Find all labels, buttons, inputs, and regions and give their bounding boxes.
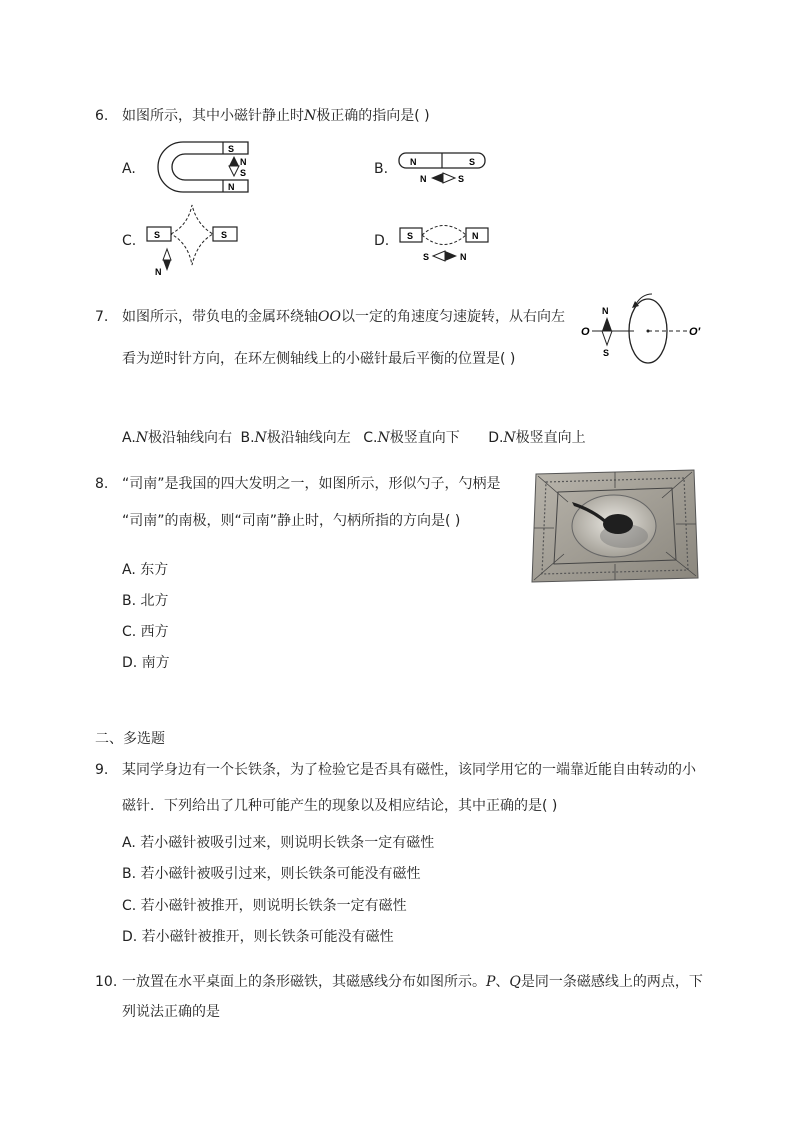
q6-option-d-figure: [396, 218, 496, 264]
sinan-compass-photo: [528, 466, 700, 586]
q6-option-b-label: B.: [374, 161, 389, 177]
q10-var-q: Q: [509, 974, 521, 990]
bar-pole-right: S: [469, 157, 476, 167]
magnet-left-pole: S: [407, 231, 414, 241]
q10-line1-pre: 一放置在水平桌面上的条形磁铁，其磁感线分布如图所示。: [122, 974, 486, 990]
needle-n-letter: N: [602, 306, 609, 316]
magnet-right-pole: S: [221, 230, 228, 240]
q9-number: 9.: [95, 762, 109, 778]
q7-figure: [576, 290, 711, 370]
q6-option-c-label: C.: [122, 233, 137, 249]
q7-line1-pre: 如图所示，带负电的金属环绕轴: [122, 309, 318, 325]
q7-option-d: D.N极竖直向上: [488, 430, 586, 446]
q10-number: 10.: [95, 974, 118, 990]
q7-line1-post: 以一定的角速度匀速旋转，从右向左: [340, 309, 565, 325]
needle-left-letter: N: [420, 174, 427, 184]
q9-option-a: A. 若小磁针被吸引过来，则说明长铁条一定有磁性: [122, 835, 435, 851]
needle-left-letter: S: [423, 252, 430, 262]
q10-var-p: P: [486, 974, 496, 990]
q6-option-a-figure: [145, 138, 255, 196]
q7-axis-var: OO: [318, 309, 341, 325]
axis-o-label: O: [581, 326, 590, 338]
magnet-left-pole: S: [154, 230, 161, 240]
compass-needle-b: [431, 173, 443, 183]
q6-stem-var: N: [304, 108, 317, 124]
q6-stem-pre: 如图所示，其中小磁针静止时: [122, 108, 304, 124]
q7-line2: 看为逆时针方向，在环左侧轴线上的小磁针最后平衡的位置是( ): [122, 351, 516, 367]
needle-right-letter: N: [460, 252, 467, 262]
q10-line1: [122, 972, 703, 992]
q7-option-a: A.N极沿轴线向右: [122, 430, 233, 446]
q10-line2: 列说法正确的是: [122, 1004, 220, 1020]
compass-needle-d: [433, 251, 445, 261]
q8-option-d: D. 南方: [122, 655, 170, 671]
q6-option-b-figure: [395, 150, 495, 186]
q10-sep: 、: [495, 974, 510, 990]
q6-option-a-label: A.: [122, 161, 136, 177]
needle-right-letter: S: [458, 174, 465, 184]
q8-option-a: A. 东方: [122, 562, 169, 578]
magnet-pole-bottom: N: [228, 182, 235, 192]
q8-option-b: B. 北方: [122, 593, 169, 609]
compass-needle-q7: [602, 317, 612, 331]
q7-line1: [122, 307, 565, 327]
q6-option-d-label: D.: [374, 233, 390, 249]
q6-option-c-figure: [143, 203, 243, 278]
q9-option-c: C. 若小磁针被推开，则说明长铁条一定有磁性: [122, 898, 407, 914]
q6-stem: [122, 106, 430, 126]
q8-number: 8.: [95, 476, 109, 492]
axis-o-prime-label: O′: [689, 326, 701, 338]
magnet-pole-top: S: [228, 144, 235, 154]
needle-s-letter: S: [603, 348, 610, 358]
bar-pole-left: N: [410, 157, 417, 167]
q7-options: [122, 428, 586, 448]
field-lines: [422, 226, 466, 245]
q9-option-b: B. 若小磁针被吸引过来，则长铁条可能没有磁性: [122, 866, 421, 882]
field-lines: [171, 205, 213, 265]
q7-option-b: B.N极沿轴线向左: [240, 430, 351, 446]
q7-option-c: C.N极竖直向下: [363, 430, 460, 446]
magnet-right-pole: N: [472, 231, 479, 241]
compass-needle-c: [163, 249, 171, 260]
needle-top-letter: N: [240, 157, 247, 167]
q9-line2: 磁针．下列给出了几种可能产生的现象以及相应结论，其中正确的是( ): [122, 798, 558, 814]
q7-number: 7.: [95, 309, 109, 325]
q6-number: 6.: [95, 108, 109, 124]
q9-line1: 某同学身边有一个长铁条，为了检验它是否具有磁性，该同学用它的一端靠近能自由转动的小: [122, 762, 696, 778]
needle-letter: N: [155, 267, 162, 277]
section2-title: 二、多选题: [95, 731, 165, 747]
q8-line2: “司南”的南极，则“司南”静止时，勺柄所指的方向是( ): [122, 513, 461, 529]
spoon-bowl: [603, 514, 633, 534]
q6-stem-post: 极正确的指向是( ): [316, 108, 430, 124]
compass-needle-a: [229, 156, 239, 166]
q8-line1: “司南”是我国的四大发明之一，如图所示，形似勺子，勺柄是: [122, 476, 501, 492]
q10-line1-post: 是同一条磁感线上的两点，下: [520, 974, 703, 990]
q9-option-d: D. 若小磁针被推开，则长铁条可能没有磁性: [122, 929, 394, 945]
q8-option-c: C. 西方: [122, 624, 169, 640]
needle-bottom-letter: S: [240, 168, 247, 178]
